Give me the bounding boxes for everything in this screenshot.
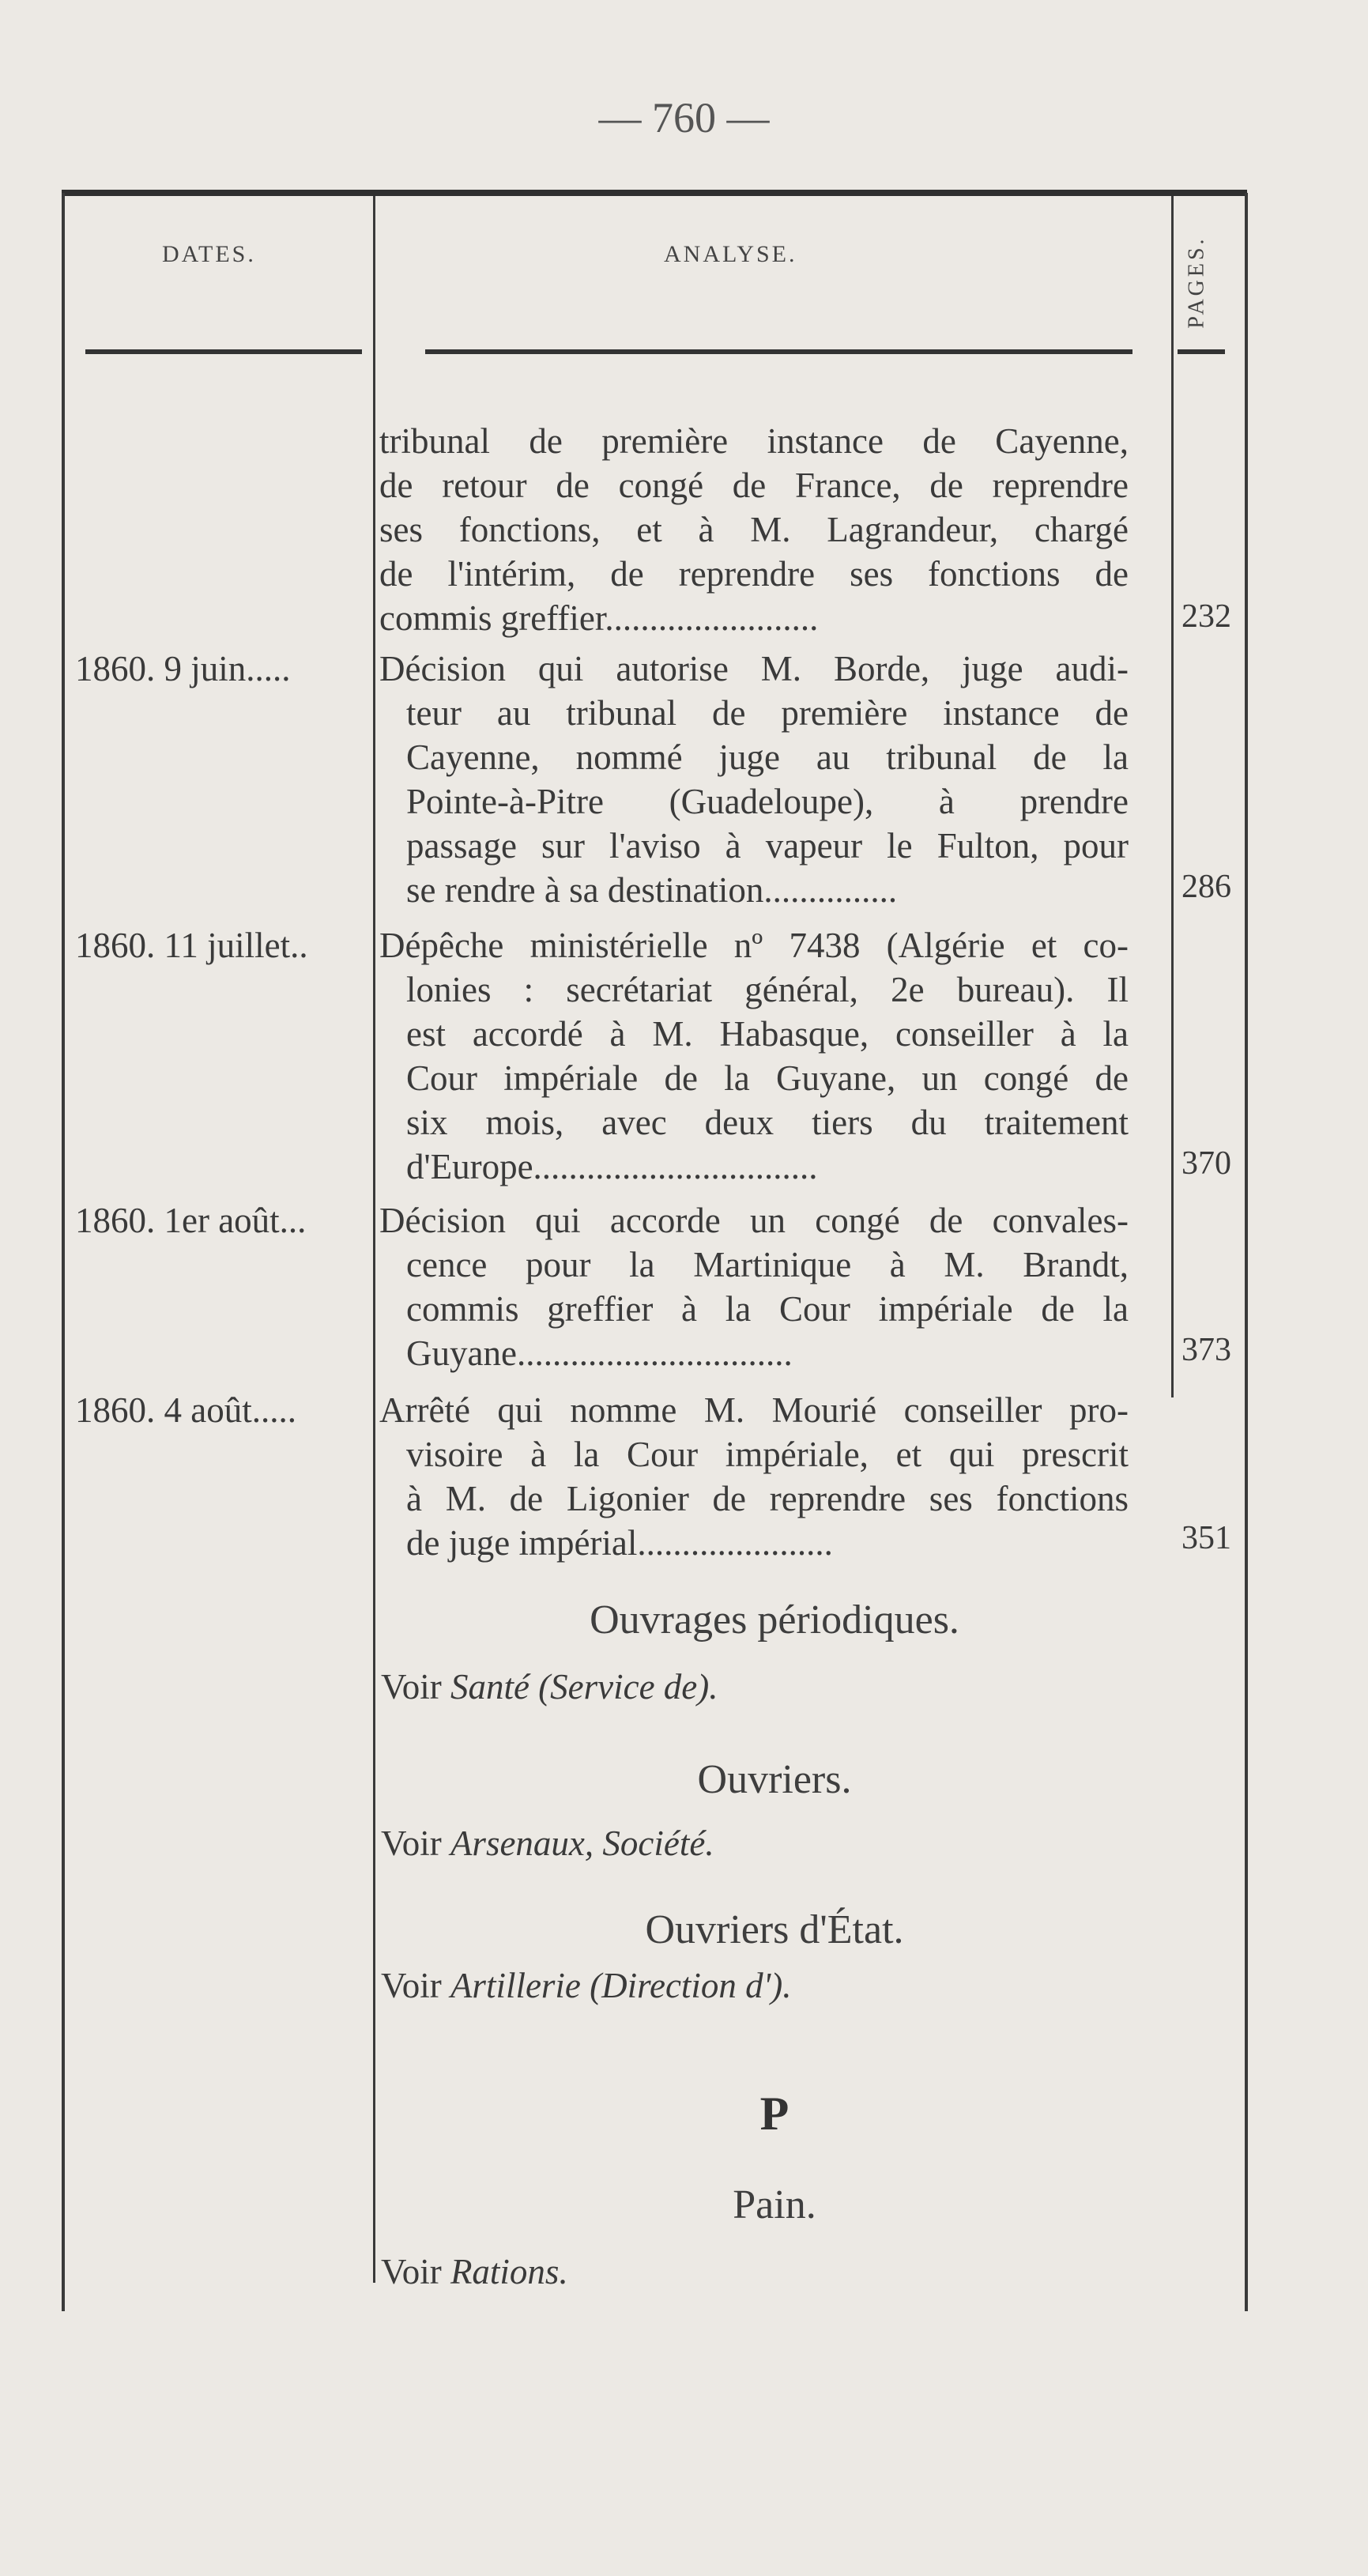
entry-line: passage sur l'aviso à vapeur le Fulton, pour — [406, 826, 1129, 866]
section-heading: Ouvrages périodiques. — [590, 1597, 959, 1643]
entry-line: de retour de congé de France, de reprendre — [379, 466, 1129, 505]
entry-line: Pointe-à-Pitre (Guadeloupe), à prendre — [406, 782, 1129, 821]
section-heading: Ouvriers. — [697, 1757, 852, 1802]
entry-date: 1860. 1er août... — [75, 1201, 307, 1240]
see-also-label: Voir — [381, 1966, 442, 2005]
entry-line: Guyane............................... — [406, 1333, 793, 1373]
section-heading: Pain. — [733, 2182, 816, 2227]
entry-line: Cayenne, nommé juge au tribunal de la — [406, 737, 1129, 777]
see-also — [381, 1965, 792, 2006]
column-header-analyse: ANALYSE. — [664, 241, 797, 267]
entry-line: Décision qui accorde un congé de convales- — [379, 1201, 1129, 1240]
entry-line: est accordé à M. Habasque, conseiller à la — [406, 1014, 1129, 1054]
top-rule — [62, 190, 1247, 196]
page-ref: 232 — [1181, 598, 1231, 635]
entry-line: de juge impérial...................... — [406, 1523, 833, 1563]
continuation-entry — [379, 419, 1129, 640]
column-header-pages — [1174, 207, 1221, 357]
see-also-label: Voir — [381, 1667, 442, 1707]
see-also-ref: Santé (Service de). — [450, 1667, 718, 1707]
see-also-label: Voir — [381, 1824, 442, 1863]
see-also — [381, 1666, 718, 1707]
page-number: — 760 — — [598, 94, 770, 141]
entry-analysis — [379, 1388, 1129, 1565]
entry-line: se rendre à sa destination............... — [406, 870, 898, 910]
header-rule-pages — [1178, 349, 1225, 354]
page-ref: 351 — [1181, 1520, 1231, 1556]
entry-line: tribunal de première instance de Cayenne, — [379, 421, 1129, 461]
entry-analysis — [379, 647, 1129, 912]
entry-line: Arrêté qui nomme M. Mourié conseiller pro- — [379, 1390, 1129, 1430]
entry-line: lonies : secrétariat général, 2e bureau). Il — [406, 970, 1129, 1009]
page-ref: 370 — [1181, 1145, 1231, 1182]
page-ref: 373 — [1181, 1332, 1231, 1368]
column-header-dates: DATES. — [162, 241, 256, 267]
entry-line: à M. de Ligonier de reprendre ses fonctions — [406, 1479, 1129, 1518]
header-rule-dates — [85, 349, 362, 354]
header-rule-analyse — [425, 349, 1132, 354]
entry-line: cence pour la Martinique à M. Brandt, — [406, 1245, 1129, 1284]
see-also-ref: Arsenaux, Société. — [450, 1824, 714, 1863]
entry-analysis — [379, 923, 1129, 1189]
see-also-label: Voir — [381, 2252, 442, 2291]
entry-date: 1860. 4 août..... — [75, 1390, 296, 1430]
entry-line: commis greffier à la Cour impériale de la — [406, 1289, 1129, 1329]
entry-line: de l'intérim, de reprendre ses fonctions de — [379, 554, 1129, 594]
entry-line: visoire à la Cour impériale, et qui prescrit — [406, 1435, 1129, 1474]
entry-line: Dépêche ministérielle nº 7438 (Algérie et co- — [379, 926, 1129, 965]
entry-line: commis greffier........................ — [379, 598, 819, 638]
entry-date: 1860. 9 juin..... — [75, 649, 291, 688]
see-also — [381, 1823, 714, 1864]
entry-line: Cour impériale de la Guyane, un congé de — [406, 1058, 1129, 1098]
entry-line: six mois, avec deux tiers du traitement — [406, 1103, 1129, 1142]
left-border — [62, 193, 65, 2311]
see-also-ref: Artillerie (Direction d'). — [450, 1966, 792, 2005]
section-heading: Ouvriers d'État. — [645, 1907, 904, 1952]
column-divider-pages — [1171, 196, 1174, 1397]
right-border — [1245, 193, 1248, 2311]
section-letter: P — [759, 2088, 790, 2140]
see-also — [381, 2251, 568, 2292]
entry-line: Décision qui autorise M. Borde, juge audi- — [379, 649, 1129, 688]
page-ref: 286 — [1181, 869, 1231, 905]
entry-line: d'Europe................................ — [406, 1147, 818, 1186]
column-divider-dates — [373, 196, 375, 2283]
entry-line: ses fonctions, et à M. Lagrandeur, chargé — [379, 510, 1129, 549]
entry-date: 1860. 11 juillet.. — [75, 926, 308, 965]
see-also-ref: Rations. — [450, 2252, 568, 2291]
column-header-pages-label: PAGES. — [1185, 236, 1209, 329]
entry-line: teur au tribunal de première instance de — [406, 693, 1129, 733]
entry-analysis — [379, 1198, 1129, 1375]
